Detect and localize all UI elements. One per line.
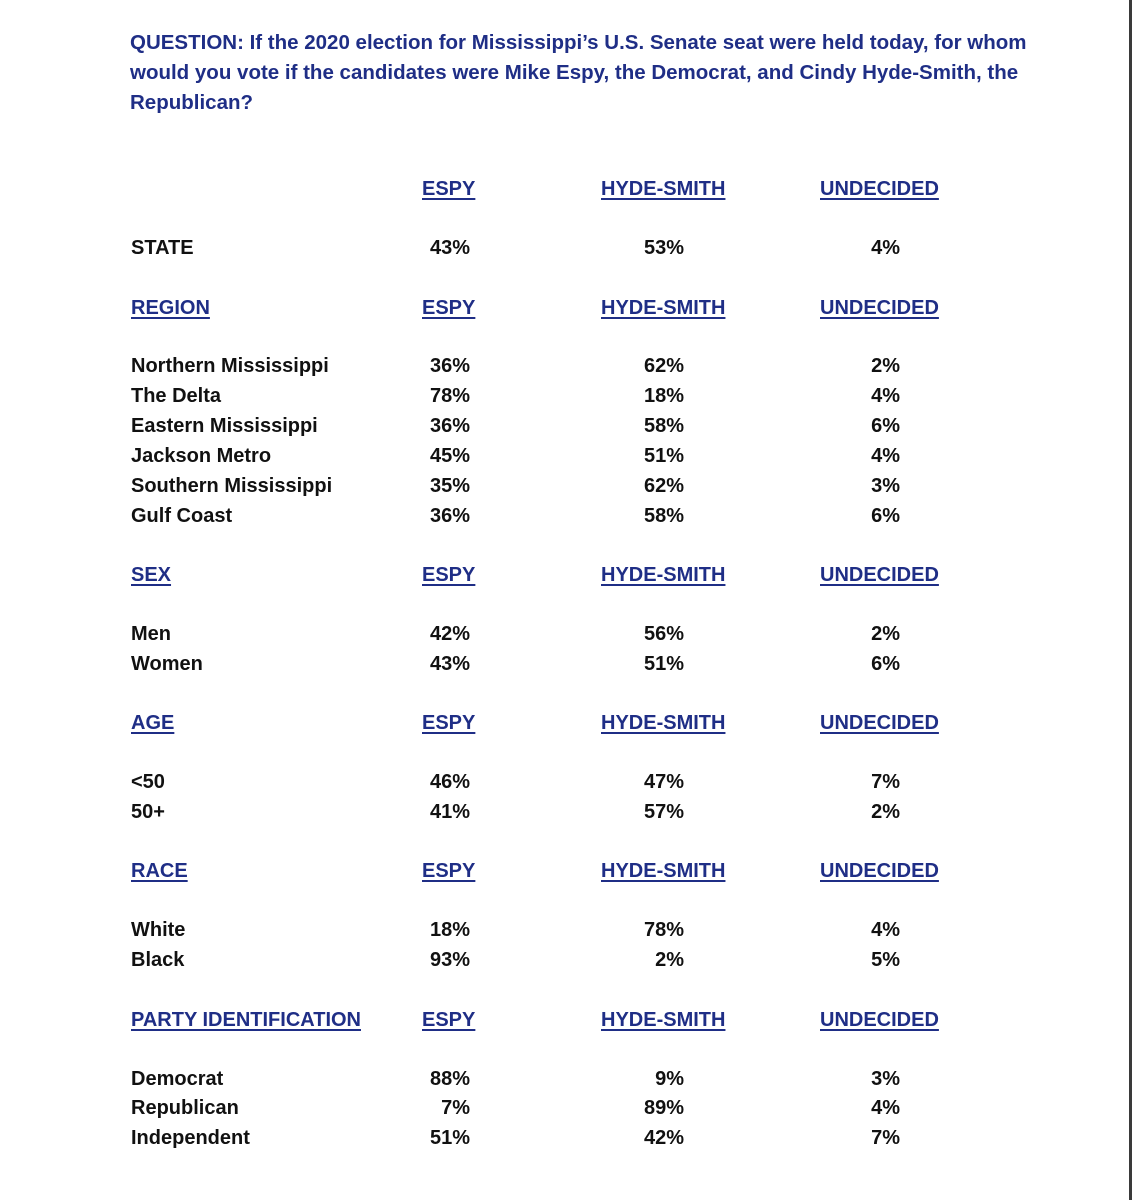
table-row bbox=[0, 797, 1132, 827]
hyde-smith-value: 58% bbox=[643, 415, 684, 437]
espy-value: 93% bbox=[429, 949, 470, 971]
row-label: Eastern Mississippi bbox=[131, 415, 318, 437]
espy-value: 88% bbox=[429, 1068, 470, 1090]
table-row bbox=[0, 767, 1132, 797]
question-text: QUESTION: If the 2020 election for Mississippi’s U.S. Senate seat were held today, for whom would you vote if the candidates were Mike Espy, the Democrat, and Cindy Hyde-Smith, the Republican? bbox=[130, 31, 1027, 114]
column-header-undecided: UNDECIDED bbox=[820, 297, 939, 319]
espy-value: 36% bbox=[429, 505, 470, 527]
row-label: <50 bbox=[131, 771, 165, 793]
espy-value: 7% bbox=[441, 1097, 470, 1119]
section-header-sex bbox=[0, 560, 1132, 590]
undecided-value: 4% bbox=[871, 385, 900, 407]
hyde-smith-value: 47% bbox=[643, 771, 684, 793]
section-header-party-identification bbox=[0, 1005, 1132, 1035]
hyde-smith-value: 62% bbox=[643, 475, 684, 497]
hyde-smith-value: 89% bbox=[643, 1097, 684, 1119]
column-header-hyde-smith: HYDE-SMITH bbox=[601, 297, 726, 319]
row-label: 50+ bbox=[131, 801, 165, 823]
espy-value: 46% bbox=[429, 771, 470, 793]
section-header-race bbox=[0, 856, 1132, 886]
section-title: RACE bbox=[131, 860, 188, 882]
undecided-value: 3% bbox=[871, 475, 900, 497]
table-row bbox=[0, 1093, 1132, 1123]
table-row bbox=[0, 915, 1132, 945]
hyde-smith-value: 53% bbox=[643, 237, 684, 259]
column-header-hyde-smith: HYDE-SMITH bbox=[601, 860, 726, 882]
espy-value: 18% bbox=[429, 919, 470, 941]
column-header-espy: ESPY bbox=[422, 1009, 476, 1031]
row-label: Women bbox=[131, 653, 203, 675]
undecided-value: 5% bbox=[871, 949, 900, 971]
table-row bbox=[0, 471, 1132, 501]
table-row bbox=[0, 649, 1132, 679]
table-row bbox=[0, 501, 1132, 531]
hyde-smith-value: 57% bbox=[643, 801, 684, 823]
section-title: AGE bbox=[131, 712, 175, 734]
row-label: Gulf Coast bbox=[131, 505, 233, 527]
table-row bbox=[0, 411, 1132, 441]
section-title: PARTY IDENTIFICATION bbox=[131, 1009, 361, 1031]
hyde-smith-value: 62% bbox=[643, 355, 684, 377]
row-label: Republican bbox=[131, 1097, 239, 1119]
row-label: Black bbox=[131, 949, 185, 971]
hyde-smith-value: 51% bbox=[643, 653, 684, 675]
undecided-value: 4% bbox=[871, 237, 900, 259]
undecided-value: 7% bbox=[871, 1127, 900, 1149]
table-row bbox=[0, 381, 1132, 411]
section-title: SEX bbox=[131, 564, 172, 586]
column-header-undecided: UNDECIDED bbox=[820, 860, 939, 882]
undecided-value: 4% bbox=[871, 445, 900, 467]
hyde-smith-value: 56% bbox=[643, 623, 684, 645]
undecided-value: 2% bbox=[871, 801, 900, 823]
undecided-value: 4% bbox=[871, 919, 900, 941]
section-header-region bbox=[0, 293, 1132, 323]
table-row bbox=[0, 619, 1132, 649]
hyde-smith-value: 51% bbox=[643, 445, 684, 467]
row-label: Jackson Metro bbox=[131, 445, 272, 467]
column-header-undecided: UNDECIDED bbox=[820, 1009, 939, 1031]
hyde-smith-value: 18% bbox=[643, 385, 684, 407]
row-label: Men bbox=[131, 623, 171, 645]
column-header-hyde-smith: HYDE-SMITH bbox=[601, 564, 726, 586]
state-row bbox=[0, 233, 1132, 263]
undecided-value: 2% bbox=[871, 623, 900, 645]
section-header-age bbox=[0, 708, 1132, 738]
column-header-espy: ESPY bbox=[422, 564, 476, 586]
column-header-hyde-smith: HYDE-SMITH bbox=[601, 178, 726, 200]
column-header-undecided: UNDECIDED bbox=[820, 178, 939, 200]
row-label: White bbox=[131, 919, 186, 941]
espy-value: 36% bbox=[429, 415, 470, 437]
hyde-smith-value: 58% bbox=[643, 505, 684, 527]
column-header-espy: ESPY bbox=[422, 860, 476, 882]
undecided-value: 2% bbox=[871, 355, 900, 377]
espy-value: 41% bbox=[429, 801, 470, 823]
espy-value: 42% bbox=[429, 623, 470, 645]
hyde-smith-value: 2% bbox=[655, 949, 684, 971]
row-label: The Delta bbox=[131, 385, 222, 407]
espy-value: 35% bbox=[429, 475, 470, 497]
espy-value: 36% bbox=[429, 355, 470, 377]
row-label: STATE bbox=[131, 237, 194, 259]
table-row bbox=[0, 1064, 1132, 1094]
column-header-hyde-smith: HYDE-SMITH bbox=[601, 712, 726, 734]
undecided-value: 3% bbox=[871, 1068, 900, 1090]
row-label: Independent bbox=[131, 1127, 250, 1149]
undecided-value: 4% bbox=[871, 1097, 900, 1119]
undecided-value: 7% bbox=[871, 771, 900, 793]
table-row bbox=[0, 441, 1132, 471]
hyde-smith-value: 9% bbox=[655, 1068, 684, 1090]
column-header-hyde-smith: HYDE-SMITH bbox=[601, 1009, 726, 1031]
row-label: Democrat bbox=[131, 1068, 224, 1090]
espy-value: 43% bbox=[429, 653, 470, 675]
column-header-undecided: UNDECIDED bbox=[820, 564, 939, 586]
column-header-espy: ESPY bbox=[422, 712, 476, 734]
espy-value: 51% bbox=[429, 1127, 470, 1149]
column-header-espy: ESPY bbox=[422, 178, 476, 200]
hyde-smith-value: 78% bbox=[643, 919, 684, 941]
row-label: Southern Mississippi bbox=[131, 475, 333, 497]
espy-value: 78% bbox=[429, 385, 470, 407]
espy-value: 45% bbox=[429, 445, 470, 467]
table-row bbox=[0, 945, 1132, 975]
table-row bbox=[0, 1123, 1132, 1153]
column-header-undecided: UNDECIDED bbox=[820, 712, 939, 734]
table-row bbox=[0, 351, 1132, 381]
undecided-value: 6% bbox=[871, 653, 900, 675]
undecided-value: 6% bbox=[871, 505, 900, 527]
espy-value: 43% bbox=[429, 237, 470, 259]
undecided-value: 6% bbox=[871, 415, 900, 437]
column-header-row bbox=[0, 174, 1132, 204]
column-header-espy: ESPY bbox=[422, 297, 476, 319]
row-label: Northern Mississippi bbox=[131, 355, 329, 377]
section-title: REGION bbox=[131, 297, 210, 319]
hyde-smith-value: 42% bbox=[643, 1127, 684, 1149]
